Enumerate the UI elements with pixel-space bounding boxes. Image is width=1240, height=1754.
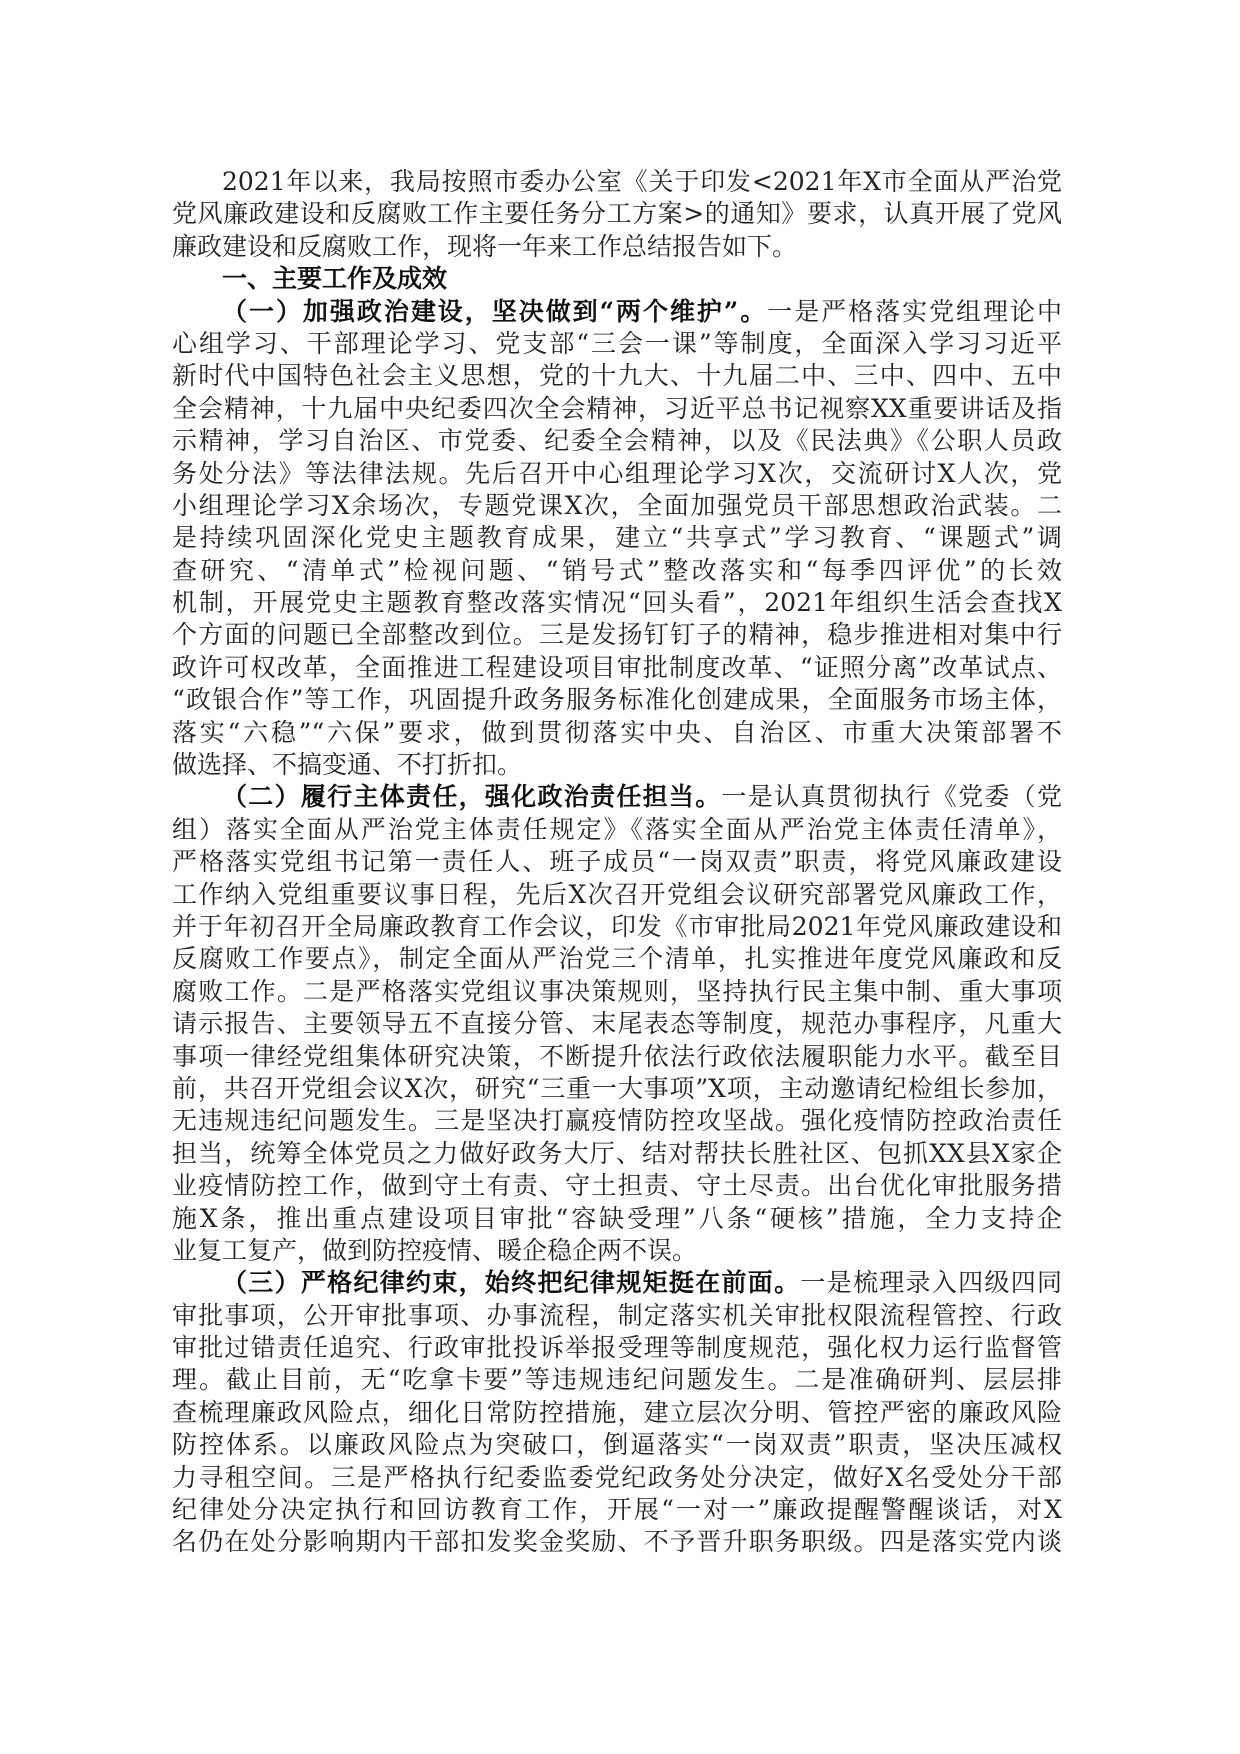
body-line: 施X条，推出重点建设项目审批“容缺受理”八条“硬核”措施，全力支持企	[172, 1203, 1062, 1233]
body-line: 纪律处分决定执行和回访教育工作，开展“一对一”廉政提醒警醒谈话，对X	[172, 1495, 1062, 1525]
body-line: 业疫情防控工作，做到守土有责、守土担责、守土尽责。出台优化审批服务措	[172, 1171, 1062, 1201]
body-line: 无违规违纪问题发生。三是坚决打赢疫情防控攻坚战。强化疫情防控政治责任	[172, 1106, 1062, 1136]
body-line: 小组理论学习X余场次，专题党课X次，全面加强党员干部思想政治武装。二	[172, 490, 1062, 520]
body-line: 防控体系。以廉政风险点为突破口，倒逼落实“一岗双责”职责，坚决压减权	[172, 1430, 1062, 1460]
section-first-text: 一是严格落实党组理论中	[767, 296, 1062, 326]
body-line: 请示报告、主要领导五不直接分管、末尾表态等制度，规范办事程序，凡重大	[172, 1009, 1062, 1039]
body-line: 工作纳入党组重要议事日程，先后X次召开党组会议研究部署党风廉政工作，	[172, 879, 1062, 909]
body-line: 并于年初召开全局廉政教育工作会议，印发《市审批局2021年党风廉政建设和	[172, 911, 1062, 941]
body-line: 审批过错责任追究、行政审批投诉举报受理等制度规范，强化权力运行监督管	[172, 1333, 1062, 1363]
section-first-line	[172, 1267, 1062, 1299]
body-line: 查研究、“清单式”检视问题、“销号式”整改落实和“每季四评优”的长效	[172, 555, 1062, 585]
body-line: 名仍在处分影响期内干部扣发奖金奖励、不予晋升职务职级。四是落实党内谈	[172, 1527, 1062, 1557]
body-line: 理。截止目前，无“吃拿卡要”等违规违纪问题发生。二是准确研判、层层排	[172, 1365, 1062, 1395]
body-line: 事项一律经党组集体研究决策，不断提升依法行政依法履职能力水平。截至目	[172, 1041, 1062, 1071]
body-line: 政许可权改革，全面推进工程建设项目审批制度改革、“证照分离”改革试点、	[172, 652, 1062, 682]
body-line: 担当，统筹全体党员之力做好政务大厅、结对帮扶长胜社区、包抓XX县X家企	[172, 1138, 1062, 1168]
section-first-line	[172, 296, 1062, 328]
body-line: 查梳理廉政风险点，细化日常防控措施，建立层次分明、管控严密的廉政风险	[172, 1397, 1062, 1427]
body-line: 组）落实全面从严治党主体责任规定》《落实全面从严治党主体责任清单》，	[172, 814, 1062, 844]
body-line: 前，共召开党组会议X次，研究“三重一大事项”X项，主动邀请纪检组长参加，	[172, 1073, 1062, 1103]
body-line: 是持续巩固深化党史主题教育成果，建立“共享式”学习教育、“课题式”调	[172, 523, 1062, 553]
section-heading: 一、主要工作及成效	[222, 264, 448, 294]
body-line: 力寻租空间。三是严格执行纪委监委党纪政务处分决定，做好X名受处分干部	[172, 1462, 1062, 1492]
section-first-text: 一是认真贯彻执行《党委（党	[721, 782, 1062, 812]
section-first-line	[172, 781, 1062, 813]
body-line: 全会精神，十九届中央纪委四次全会精神，习近平总书记视察XX重要讲话及指	[172, 393, 1062, 423]
body-line: 审批事项，公开审批事项、办事流程，制定落实机关审批权限流程管控、行政	[172, 1300, 1062, 1330]
section-first-text: 一是梳理录入四级四同	[800, 1268, 1062, 1298]
body-line: 机制，开展党史主题教育整改落实情况“回头看”，2021年组织生活会查找X	[172, 588, 1062, 618]
body-line: 新时代中国特色社会主义思想，党的十九大、十九届二中、三中、四中、五中	[172, 361, 1062, 391]
body-line: 个方面的问题已全部整改到位。三是发扬钉钉子的精神，稳步推进相对集中行	[172, 620, 1062, 650]
body-line: 示精神，学习自治区、市党委、纪委全会精神，以及《民法典》《公职人员政	[172, 426, 1062, 456]
body-line: 反腐败工作要点》，制定全面从严治党三个清单，扎实推进年度党风廉政和反	[172, 944, 1062, 974]
body-line: 做选择、不搞变通、不打折扣。	[172, 750, 523, 780]
body-line: 腐败工作。二是严格落实党组议事决策规则，坚持执行民主集中制、重大事项	[172, 976, 1062, 1006]
intro-line: 廉政建设和反腐败工作，现将一年来工作总结报告如下。	[172, 231, 798, 261]
section-lead-title: （一）加强政治建设，坚决做到“两个维护”。	[222, 296, 768, 326]
body-line: 业复工复产，做到防控疫情、暖企稳企两不误。	[172, 1235, 698, 1265]
body-line: 严格落实党组书记第一责任人、班子成员“一岗双责”职责，将党风廉政建设	[172, 847, 1062, 877]
body-line: 务处分法》等法律法规。先后召开中心组理论学习X次，交流研讨X人次，党	[172, 458, 1062, 488]
section-lead-title: （三）严格纪律约束，始终把纪律规矩挺在前面。	[222, 1268, 801, 1298]
body-line: 心组学习、干部理论学习、党支部“三会一课”等制度，全面深入学习习近平	[172, 328, 1062, 358]
body-line: 落实“六稳”“六保”要求，做到贯彻落实中央、自治区、市重大决策部署不	[172, 717, 1062, 747]
intro-line: 党风廉政建设和反腐败工作主要任务分工方案>的通知》要求，认真开展了党风	[172, 199, 1062, 229]
intro-line: 2021年以来，我局按照市委办公室《关于印发<2021年X市全面从严治党	[222, 167, 1062, 196]
document-body	[172, 166, 1062, 1559]
body-line: “政银合作”等工作，巩固提升政务服务标准化创建成果，全面服务市场主体，	[172, 685, 1062, 715]
section-lead-title: （二）履行主体责任，强化政治责任担当。	[222, 782, 722, 812]
